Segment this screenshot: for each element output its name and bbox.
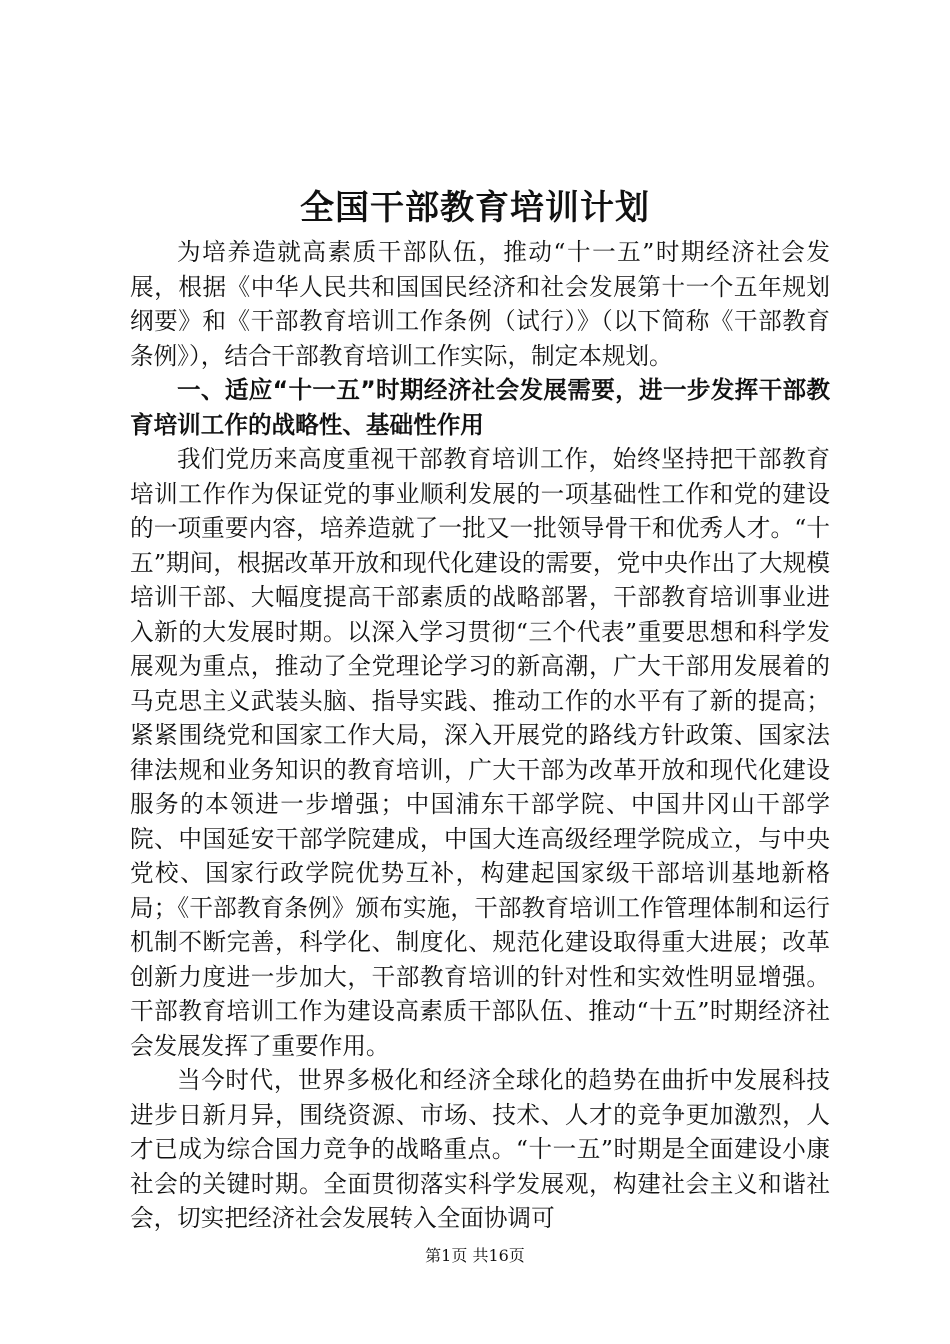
section-heading: 一、适应“十一五”时期经济社会发展需要，进一步发挥干部教育培训工作的战略性、基础性作用 [130, 376, 830, 439]
intro-paragraph: 为培养造就高素质干部队伍，推动“十一五”时期经济社会发展，根据《中华人民共和国国民经济和社会发展第十一个五年规划纲要》和《干部教育培训工作条例（试行）》（以下简称《干部教育条例》），结合干部教育培训工作实际，制定本规划。 [130, 238, 830, 370]
body-paragraph: 当今时代，世界多极化和经济全球化的趋势在曲折中发展科技进步日新月异，围绕资源、市场、技术、人才的竞争更加激烈，人才已成为综合国力竞争的战略重点。“十一五”时期是全面建设小康社会的关键时期。全面贯彻落实科学发展观，构建社会主义和谐社会，切实把经济社会发展转入全面协调可 [130, 1066, 830, 1232]
page-footer: 第1页 共16页 [425, 1246, 525, 1265]
document-title: 全国干部教育培训计划 [300, 188, 650, 228]
body-paragraph: 我们党历来高度重视干部教育培训工作，始终坚持把干部教育培训工作作为保证党的事业顺利发展的一项基础性工作和党的建设的一项重要内容，培养造就了一批又一批领导骨干和优秀人才。“十五”期间，根据改革开放和现代化建设的需要，党中央作出了大规模培训干部、大幅度提高干部素质的战略部署，干部教育培训事业进入新的大发展时期。以深入学习贯彻“三个代表”重要思想和科学发展观为重点，推动了全党理论学习的新高潮，广大干部用发展着的马克思主义武装头脑、指导实践、推动工作的水平有了新的提高；紧紧围绕党和国家工作大局，深入开展党的路线方针政策、国家法律法规和业务知识的教育培训，广大干部为改革开放和现代化建设服务的本领进一步增强；中国浦东干部学院、中国井冈山干部学院、中国延安干部学院建成，中国大连高级经理学院成立，与中央党校、国家行政学院优势互补，构建起国家级干部培训基地新格局；《干部教育条例》颁布实施，干部教育培训工作管理体制和运行机制不断完善，科学化、制度化、规范化建设取得重大进展；改革创新力度进一步加大，干部教育培训的针对性和实效性明显增强。干部教育培训工作为建设高素质干部队伍、推动“十五”时期经济社会发展发挥了重要作用。 [130, 445, 830, 1060]
document-body [130, 235, 830, 1236]
